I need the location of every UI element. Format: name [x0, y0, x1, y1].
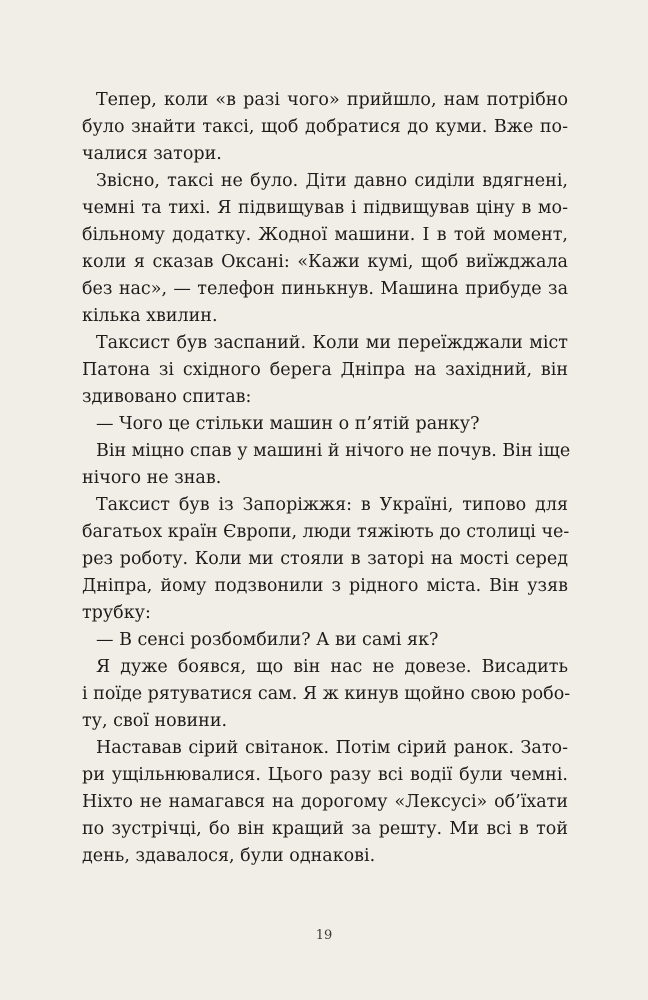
text-line: і поїде рятуватися сам. Я ж кинув щойно свою робо- — [82, 684, 571, 704]
text-line: чемні та тихі. Я підвищував і підвищував ціну в мо- — [82, 198, 568, 218]
text-line: Ніхто не намагався на дорогому «Лексусі» об’їхати — [82, 792, 568, 812]
text-line: трубку: — [82, 603, 151, 623]
text-line: Я дуже боявся, що він нас не довезе. Висадить — [96, 657, 568, 677]
text-line: Тепер, коли «в разі чого» прийшло, нам потрібно — [96, 90, 568, 110]
text-line: рез роботу. Коли ми стояли в заторі на мості серед — [82, 549, 568, 569]
text-line: чалися затори. — [82, 144, 222, 164]
text-line: Він міцно спав у машині й нічого не почув. Він іще — [96, 441, 571, 461]
text-line: ри ущільнювалися. Цього разу всі водії були чемні. — [82, 765, 568, 785]
text-line: більному додатку. Жодної машини. І в той момент, — [82, 225, 568, 245]
text-line: Звісно, таксі не було. Діти давно сиділи вдягнені, — [96, 171, 568, 191]
text-line: — В сенсі розбомбили? А ви самі як? — [96, 630, 439, 650]
text-line: ту, свої новини. — [82, 711, 228, 731]
text-line: нічого не знав. — [82, 468, 222, 488]
text-line: без нас», — телефон пинькнув. Машина прибуде за — [82, 279, 568, 299]
text-line: день, здавалося, були однакові. — [82, 846, 376, 866]
text-line: кілька хвилин. — [82, 306, 218, 326]
text-line: — Чого це стільки машин о п’ятій ранку? — [96, 414, 480, 434]
text-line: Таксист був із Запоріжжя: в Україні, типово для — [96, 495, 568, 515]
text-line: здивовано спитав: — [82, 387, 252, 407]
text-line: було знайти таксі, щоб добратися до куми. Вже по- — [82, 117, 568, 137]
text-line: Наставав сірий світанок. Потім сірий ранок. Зато- — [96, 738, 568, 758]
text-line: Таксист був заспаний. Коли ми переїжджали міст — [96, 333, 568, 353]
text-line: по зустрічці, бо він кращий за решту. Ми всі в той — [82, 819, 568, 839]
page-number: 19 — [315, 928, 333, 943]
text-line: Патона зі східного берега Дніпра на західний, він — [82, 360, 568, 380]
text-line: Дніпра, йому подзвонили з рідного міста. Він узяв — [82, 576, 568, 596]
text-line: коли я сказав Оксані: «Кажи кумі, щоб виїжджала — [82, 252, 568, 272]
text-line: багатьох країн Європи, люди тяжіють до столиці че- — [82, 522, 570, 542]
